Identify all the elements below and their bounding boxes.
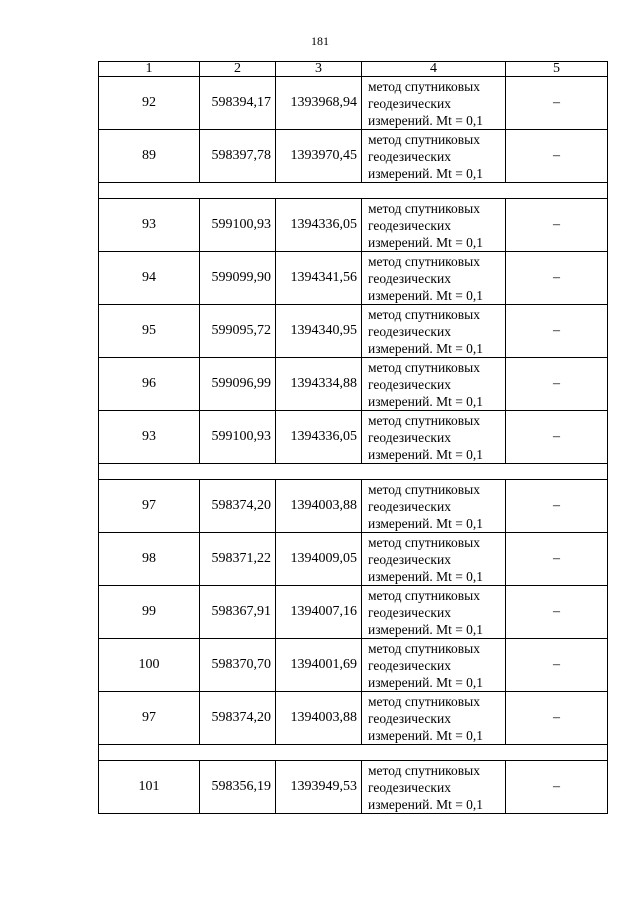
x-coordinate-cell: 598356,19 (200, 761, 276, 814)
method-cell (362, 533, 506, 586)
note-cell: – (506, 77, 608, 130)
table-row (99, 252, 608, 305)
y-coordinate-cell: 1394001,69 (276, 639, 362, 692)
y-coordinate-cell: 1394009,05 (276, 533, 362, 586)
x-coordinate-cell: 598394,17 (200, 77, 276, 130)
x-coordinate-cell: 598374,20 (200, 692, 276, 745)
table-row (99, 692, 608, 745)
method-cell (362, 411, 506, 464)
note-cell: – (506, 761, 608, 814)
x-coordinate-cell: 598370,70 (200, 639, 276, 692)
method-text-1: метод спутниковых (368, 587, 480, 603)
page-number: 181 (311, 34, 329, 48)
y-coordinate-cell: 1394341,56 (276, 252, 362, 305)
header-col-3: 3 (276, 62, 362, 77)
method-text-3: измерений. Mt = 0,1 (368, 674, 484, 690)
method-text-2: геодезических (368, 779, 451, 795)
point-number-cell: 100 (99, 639, 200, 692)
method-text-3: измерений. Mt = 0,1 (368, 112, 484, 128)
note-cell: – (506, 411, 608, 464)
note-cell: – (506, 252, 608, 305)
table-header-row (99, 62, 608, 77)
method-cell (362, 358, 506, 411)
table-row (99, 480, 608, 533)
method-text-1: метод спутниковых (368, 131, 480, 147)
point-number-cell: 94 (99, 252, 200, 305)
point-number-cell: 92 (99, 77, 200, 130)
point-number-cell: 96 (99, 358, 200, 411)
y-coordinate-cell: 1393949,53 (276, 761, 362, 814)
point-number-cell: 98 (99, 533, 200, 586)
method-text-3: измерений. Mt = 0,1 (368, 727, 484, 743)
method-text-3: измерений. Mt = 0,1 (368, 515, 484, 531)
y-coordinate-cell: 1394340,95 (276, 305, 362, 358)
method-text-2: геодезических (368, 429, 451, 445)
method-text-2: геодезических (368, 148, 451, 164)
note-cell: – (506, 586, 608, 639)
group-separator-row (99, 745, 608, 761)
point-number-cell: 89 (99, 130, 200, 183)
group-separator-cell (99, 745, 608, 761)
method-text-1: метод спутниковых (368, 412, 480, 428)
note-cell: – (506, 358, 608, 411)
method-text-2: геодезических (368, 657, 451, 673)
point-number-cell: 93 (99, 411, 200, 464)
y-coordinate-cell: 1393970,45 (276, 130, 362, 183)
method-text-1: метод спутниковых (368, 481, 480, 497)
y-coordinate-cell: 1393968,94 (276, 77, 362, 130)
method-text-1: метод спутниковых (368, 359, 480, 375)
note-cell: – (506, 639, 608, 692)
method-text-1: метод спутниковых (368, 253, 480, 269)
note-cell: – (506, 305, 608, 358)
table-row (99, 305, 608, 358)
method-text-1: метод спутниковых (368, 200, 480, 216)
method-cell (362, 130, 506, 183)
y-coordinate-cell: 1394007,16 (276, 586, 362, 639)
method-cell (362, 480, 506, 533)
method-text-1: метод спутниковых (368, 762, 480, 778)
x-coordinate-cell: 598371,22 (200, 533, 276, 586)
group-separator-cell (99, 464, 608, 480)
note-cell: – (506, 480, 608, 533)
method-text-2: геодезических (368, 95, 451, 111)
header-col-4: 4 (362, 62, 506, 77)
table-row (99, 761, 608, 814)
x-coordinate-cell: 598397,78 (200, 130, 276, 183)
method-cell (362, 586, 506, 639)
table-row (99, 411, 608, 464)
method-text-2: геодезических (368, 217, 451, 233)
method-text-2: геодезических (368, 498, 451, 514)
point-number-cell: 93 (99, 199, 200, 252)
method-cell (362, 77, 506, 130)
method-text-1: метод спутниковых (368, 78, 480, 94)
method-text-3: измерений. Mt = 0,1 (368, 568, 484, 584)
method-text-3: измерений. Mt = 0,1 (368, 234, 484, 250)
table-row (99, 639, 608, 692)
method-text-3: измерений. Mt = 0,1 (368, 393, 484, 409)
point-number-cell: 99 (99, 586, 200, 639)
x-coordinate-cell: 599100,93 (200, 411, 276, 464)
y-coordinate-cell: 1394336,05 (276, 199, 362, 252)
method-cell (362, 305, 506, 358)
method-cell (362, 639, 506, 692)
y-coordinate-cell: 1394334,88 (276, 358, 362, 411)
header-col-2: 2 (200, 62, 276, 77)
header-col-1: 1 (99, 62, 200, 77)
coordinates-table (98, 61, 608, 814)
method-text-1: метод спутниковых (368, 640, 480, 656)
method-cell (362, 692, 506, 745)
method-text-3: измерений. Mt = 0,1 (368, 796, 484, 812)
method-text-1: метод спутниковых (368, 306, 480, 322)
x-coordinate-cell: 598374,20 (200, 480, 276, 533)
y-coordinate-cell: 1394003,88 (276, 692, 362, 745)
method-text-3: измерений. Mt = 0,1 (368, 621, 484, 637)
table-row (99, 130, 608, 183)
y-coordinate-cell: 1394336,05 (276, 411, 362, 464)
point-number-cell: 97 (99, 480, 200, 533)
x-coordinate-cell: 598367,91 (200, 586, 276, 639)
method-text-1: метод спутниковых (368, 693, 480, 709)
point-number-cell: 95 (99, 305, 200, 358)
method-text-2: геодезических (368, 376, 451, 392)
method-text-3: измерений. Mt = 0,1 (368, 340, 484, 356)
table-row (99, 358, 608, 411)
group-separator-row (99, 183, 608, 199)
note-cell: – (506, 692, 608, 745)
method-text-1: метод спутниковых (368, 534, 480, 550)
method-text-3: измерений. Mt = 0,1 (368, 165, 484, 181)
method-text-2: геодезических (368, 710, 451, 726)
method-text-3: измерений. Mt = 0,1 (368, 287, 484, 303)
point-number-cell: 97 (99, 692, 200, 745)
group-separator-row (99, 464, 608, 480)
method-cell (362, 199, 506, 252)
x-coordinate-cell: 599100,93 (200, 199, 276, 252)
table-row (99, 533, 608, 586)
method-text-2: геодезических (368, 323, 451, 339)
point-number-cell: 101 (99, 761, 200, 814)
x-coordinate-cell: 599095,72 (200, 305, 276, 358)
table-row (99, 77, 608, 130)
method-text-2: геодезических (368, 270, 451, 286)
header-col-5: 5 (506, 62, 608, 77)
method-cell (362, 252, 506, 305)
note-cell: – (506, 533, 608, 586)
method-text-2: геодезических (368, 551, 451, 567)
method-text-3: измерений. Mt = 0,1 (368, 446, 484, 462)
y-coordinate-cell: 1394003,88 (276, 480, 362, 533)
table-row (99, 586, 608, 639)
method-text-2: геодезических (368, 604, 451, 620)
x-coordinate-cell: 599099,90 (200, 252, 276, 305)
note-cell: – (506, 130, 608, 183)
x-coordinate-cell: 599096,99 (200, 358, 276, 411)
group-separator-cell (99, 183, 608, 199)
table-row (99, 199, 608, 252)
method-cell (362, 761, 506, 814)
note-cell: – (506, 199, 608, 252)
